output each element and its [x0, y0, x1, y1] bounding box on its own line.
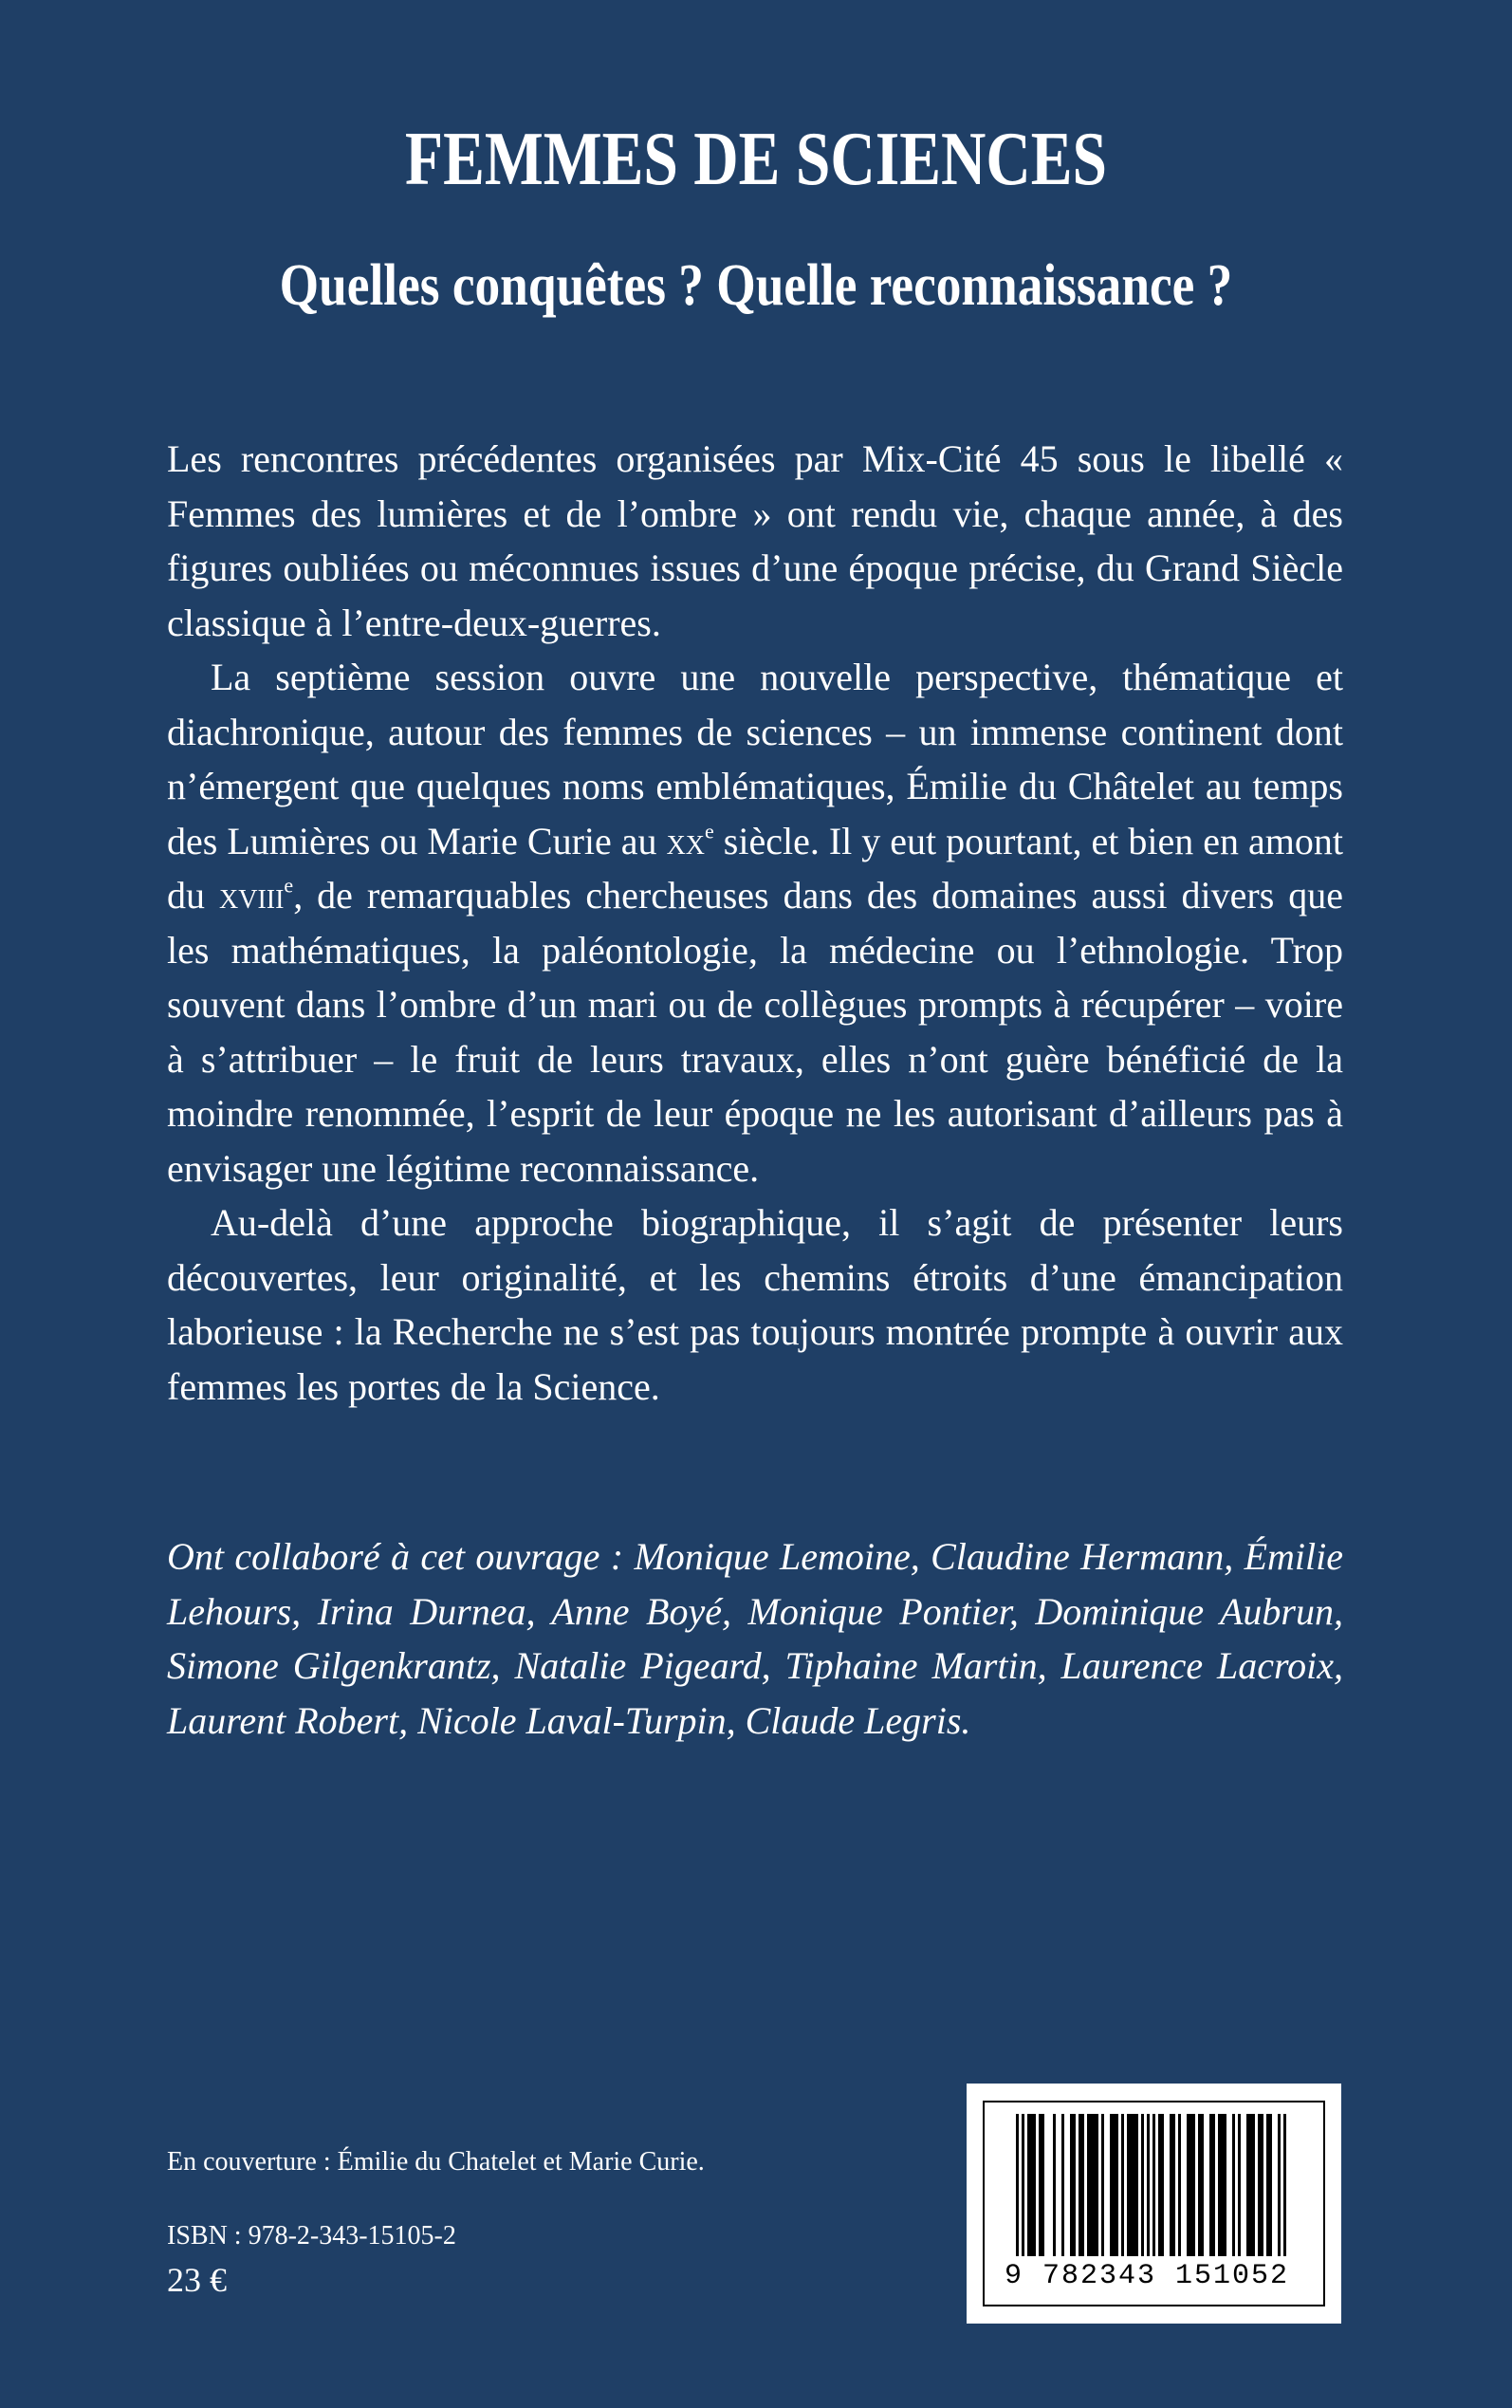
barcode-bar: [1189, 2114, 1192, 2256]
barcode-bar: [1093, 2114, 1096, 2256]
barcode-bar: [1158, 2114, 1161, 2256]
barcode-bar: [1121, 2114, 1124, 2256]
barcode-bar: [1249, 2114, 1252, 2256]
barcode-bar: [1039, 2114, 1042, 2256]
century-eighteenth-suffix: e: [284, 873, 294, 898]
barcode-bar: [1141, 2114, 1144, 2256]
barcode-bar: [1116, 2114, 1118, 2256]
barcode-bar: [1096, 2114, 1098, 2256]
blurb-paragraph-3: Au-delà d’une approche biographique, il s’agit de présenter leurs découvertes, leur originalité, et les chemins étroits d’une émancipation laborieuse : la Recherche ne s’est pas toujours montrée prompte à ouvrir aux femmes les portes de la Science.: [167, 1201, 1343, 1408]
blurb-paragraph-2-text-b: siècle. Il y eut pourtant, et bien en amont du: [167, 819, 1343, 917]
barcode-bar: [1269, 2114, 1272, 2256]
barcode-bars-icon: [1016, 2114, 1300, 2256]
price: 23 €: [167, 2261, 227, 2299]
barcode-bar: [1030, 2114, 1033, 2256]
barcode-bar: [1070, 2114, 1073, 2256]
barcode-bar: [1135, 2114, 1138, 2256]
barcode-bar: [1133, 2114, 1135, 2256]
century-eighteenth: xviii: [219, 874, 285, 917]
book-subtitle: Quelles conquêtes ? Quelle reconnaissance ?: [279, 253, 1233, 318]
barcode-bar: [1224, 2114, 1226, 2256]
barcode-bar: [1192, 2114, 1195, 2256]
barcode-bar: [1130, 2114, 1133, 2256]
barcode-bar: [1238, 2114, 1241, 2256]
barcode-bar: [1252, 2114, 1255, 2256]
barcode-bar: [1152, 2114, 1155, 2256]
barcode-bar: [1027, 2114, 1030, 2256]
barcode-bar: [1266, 2114, 1269, 2256]
blurb-paragraph-1: Les rencontres précédentes organisées par Mix-Cité 45 sous le libellé « Femmes des lumières et de l’ombre » ont rendu vie, chaque année, à des figures oubliées ou méconnues issues d’une époque précise, du Grand Siècle classique à l’entre-deux-guerres.: [167, 437, 1343, 644]
barcode-bar: [1232, 2114, 1235, 2256]
barcode-bar: [1187, 2114, 1189, 2256]
barcode-bar: [1042, 2114, 1044, 2256]
barcode-bar: [1198, 2114, 1201, 2256]
barcode-bar: [1061, 2114, 1064, 2256]
century-twentieth: xx: [666, 819, 706, 862]
barcode-bar: [1218, 2114, 1221, 2256]
barcode-bar: [1022, 2114, 1024, 2256]
blurb: [167, 432, 1343, 1414]
barcode-bar: [1161, 2114, 1164, 2256]
barcode-bar: [1110, 2114, 1113, 2256]
barcode-bar: [1212, 2114, 1215, 2256]
barcode-bar: [1258, 2114, 1261, 2256]
blurb-paragraph-2-text-a: La septième session ouvre une nouvelle perspective, thématique et diachronique, autour des femmes de sciences – un immense continent dont n’émergent que quelques noms emblématiques, Émilie du Châtelet au temps des Lumières ou Marie Curie au: [167, 656, 1343, 862]
barcode-bar: [1261, 2114, 1263, 2256]
barcode-bar: [1201, 2114, 1204, 2256]
isbn: ISBN : 978-2-343-15105-2: [167, 2221, 456, 2251]
barcode-bar: [1090, 2114, 1093, 2256]
cover-credit: En couverture : Émilie du Chatelet et Marie Curie.: [167, 2147, 705, 2176]
barcode-bar: [1053, 2114, 1056, 2256]
barcode-bar: [1278, 2114, 1281, 2256]
century-twentieth-suffix: e: [705, 819, 714, 843]
barcode-bar: [1221, 2114, 1224, 2256]
barcode-bar: [1127, 2114, 1130, 2256]
barcode-bar: [1172, 2114, 1175, 2256]
barcode-bar: [1113, 2114, 1116, 2256]
book-title: FEMMES DE SCIENCES: [405, 118, 1107, 201]
barcode-bar: [1079, 2114, 1081, 2256]
blurb-paragraph-2-text-c: , de remarquables chercheuses dans des domaines aussi divers que les mathématiques, la paléontologie, la médecine ou l’ethnologie. Trop souvent dans l’ombre d’un mari ou de collègues prompts à récupérer – voire à s’attribuer – le fruit de leurs travaux, elles n’ont guère bénéficié de la moindre renommée, l’esprit de leur époque ne les autorisant d’ailleurs pas à envisager une légitime reconnaissance.: [167, 874, 1344, 1190]
barcode-bar: [1073, 2114, 1076, 2256]
barcode-bar: [1209, 2114, 1212, 2256]
barcode-bar: [1178, 2114, 1181, 2256]
barcode-bar: [1246, 2114, 1249, 2256]
barcode-bar: [1033, 2114, 1036, 2256]
barcode-bar: [1170, 2114, 1172, 2256]
barcode-digits: 9 782343 151052: [1005, 2260, 1290, 2292]
barcode-bar: [1147, 2114, 1150, 2256]
barcode-bar: [1081, 2114, 1084, 2256]
barcode-bar: [1087, 2114, 1090, 2256]
barcode-bar: [1101, 2114, 1104, 2256]
barcode: [967, 2084, 1341, 2324]
contributors-list: Ont collaboré à cet ouvrage : Monique Lemoine, Claudine Hermann, Émilie Lehours, Irina Durnea, Anne Boyé, Monique Pontier, Dominique Aubrun, Simone Gilgenkrantz, Natalie Pigeard, Tiphaine Martin, Laurence Lacroix, Laurent Robert, Nicole Laval-Turpin, Claude Legris.: [167, 1535, 1343, 1742]
barcode-bar: [1283, 2114, 1286, 2256]
blurb-paragraph-2: [167, 650, 1343, 1195]
barcode-bar: [1016, 2114, 1019, 2256]
